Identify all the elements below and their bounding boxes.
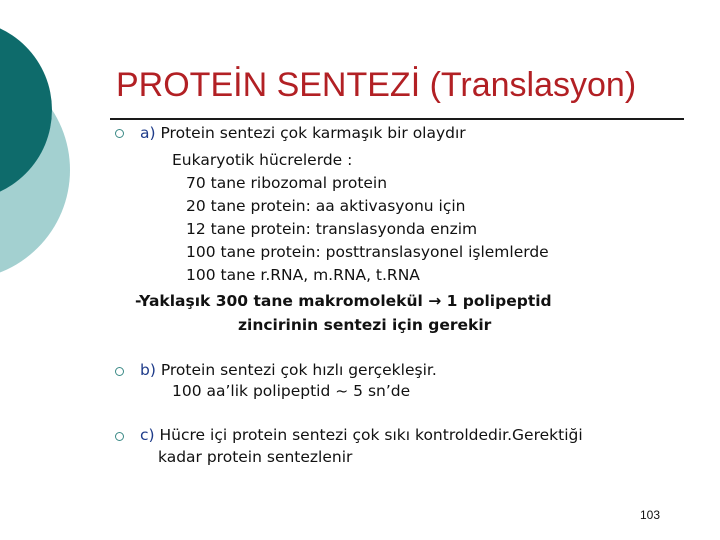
- bullet-c-sub-1: kadar protein sentezlenir: [158, 448, 353, 466]
- bullet-a-sub-4: 12 tane protein: translasyonda enzim: [186, 220, 478, 238]
- bullet-c-marker: [115, 432, 124, 441]
- bullet-c-text: Hücre içi protein sentezi çok sıkı kontroldedir.Gerektiği: [159, 426, 583, 444]
- bullet-c-label: c): [140, 426, 155, 444]
- bullet-a-sub-6: 100 tane r.RNA, m.RNA, t.RNA: [186, 266, 420, 284]
- bullet-a-summary-1: -Yaklaşık 300 tane makromolekül → 1 polipeptid: [135, 292, 552, 310]
- bullet-a-sub-5: 100 tane protein: posttranslasyonel işlemlerde: [186, 243, 549, 261]
- title-rule: [110, 118, 684, 120]
- bullet-b-label: b): [140, 361, 156, 379]
- bullet-a-sub-3: 20 tane protein: aa aktivasyonu için: [186, 197, 466, 215]
- bullet-b-marker: [115, 367, 124, 376]
- bullet-b-sub-1: 100 aa’lik polipeptid ~ 5 sn’de: [172, 382, 411, 400]
- bullet-b: [140, 359, 437, 382]
- bullet-a-summary-2: zincirinin sentezi için gerekir: [238, 316, 492, 334]
- bullet-b-text: Protein sentezi çok hızlı gerçekleşir.: [160, 361, 437, 379]
- bullet-a-label: a): [140, 124, 156, 142]
- bullet-a: [140, 122, 466, 145]
- bullet-a-sub-1: Eukaryotik hücrelerde :: [172, 151, 353, 169]
- bullet-a-sub-2: 70 tane ribozomal protein: [186, 174, 388, 192]
- bullet-c: [140, 424, 583, 447]
- bullet-a-text: Protein sentezi çok karmaşık bir olaydır: [160, 124, 466, 142]
- slide-title: PROTEİN SENTEZİ (Translasyon): [116, 66, 637, 104]
- decorative-circles: [0, 0, 120, 300]
- bullet-a-marker: [115, 129, 124, 138]
- page-number: 103: [640, 508, 661, 522]
